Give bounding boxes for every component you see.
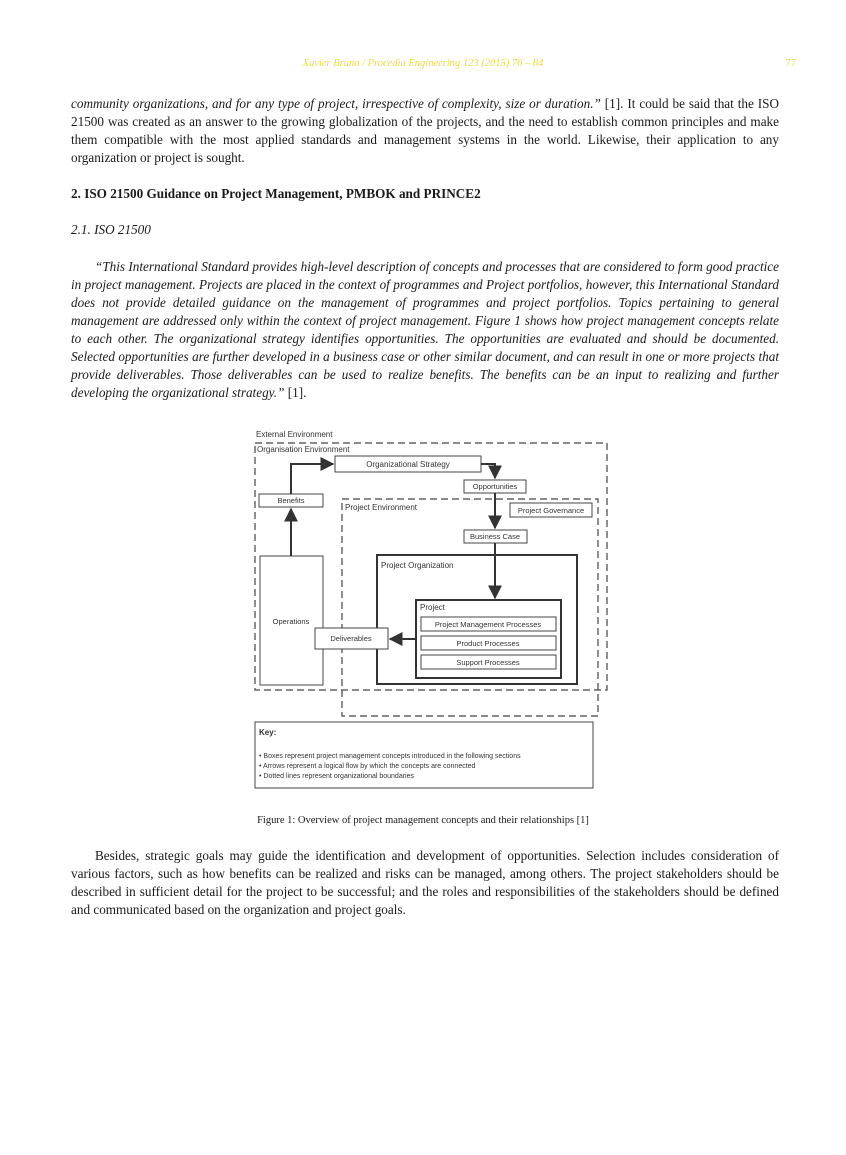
business-case-label: Business Case <box>469 532 521 541</box>
concept-diagram <box>250 426 610 796</box>
project-organization-label: Project Organization <box>381 561 454 570</box>
subsection-heading: 2.1. ISO 21500 <box>71 222 151 237</box>
intro-text: It could be said that the ISO 21500 was created as an answer to the growing globalization of the projects, and the need to establish common principles and make them compatible with the most applied standards and management systems in the world. Likewise, their application to any organization or project is sought. <box>71 96 779 165</box>
key-title: Key: <box>259 728 277 737</box>
external-environment-label: External Environment <box>256 430 333 439</box>
standard-quote: “This International Standard provides high-level description of concepts and processes that are considered to form good practice in project management. Projects are placed in the context of programmes and Project portfolios, however, this International Standard does not provide detailed guidance on the management of programmes and project portfolios. Topics pertaining to general management are addressed only within the context of project management. Figure 1 shows how project management concepts relate to each other. The organizational strategy identifies opportunities. The opportunities are evaluated and should be documented. Selected opportunities are further developed in a business case or other similar document, and can result in one or more projects that provide deliverables. Those deliverables can be used to realize benefits. The benefits can be an input to realizing and further developing the organizational strategy.” <box>71 259 779 400</box>
closing-paragraph: Besides, strategic goals may guide the identification and development of opportunities. Selection includes consideration of various factors, such as how benefits can be realized and risks can be managed, among others. The project stakeholders should be described in sufficient detail for the project to be successful; and the roles and responsibilities of the stakeholders should be defined and communicated based on the organization and project goals. <box>71 848 779 917</box>
organisation-environment-label: Organisation Environment <box>257 445 350 454</box>
key-item: • Boxes represent project management concepts introduced in the following sections <box>259 753 521 760</box>
running-header <box>0 58 846 74</box>
benefits-label: Benefits <box>277 496 305 505</box>
project-environment-label: Project Environment <box>345 503 418 512</box>
section-heading: 2. ISO 21500 Guidance on Project Management, PMBOK and PRINCE2 <box>71 186 481 201</box>
key-item: • Arrows represent a logical flow by which the concepts are connected <box>259 763 476 770</box>
deliverables-label: Deliverables <box>330 634 372 643</box>
figure-1 <box>250 426 610 796</box>
opportunities-label: Opportunities <box>472 482 518 491</box>
operations-label: Operations <box>272 617 310 626</box>
figure-caption: Figure 1: Overview of project management concepts and their relationships [1] <box>257 815 589 826</box>
key-item: • Dotted lines represent organizational boundaries <box>259 773 414 780</box>
product-processes-label: Product Processes <box>456 639 520 648</box>
running-head: Xavier Bruno / Procedia Engineering 123 (2015) 76 – 84 <box>302 58 544 69</box>
strategy-to-opportunities-arrow <box>481 464 495 478</box>
project-governance-label: Project Governance <box>517 506 585 515</box>
organizational-strategy-label: Organizational Strategy <box>366 460 450 469</box>
quote-ref: [1]. <box>284 385 307 400</box>
intro-ref: [1]. <box>600 96 628 111</box>
intro-paragraph <box>71 95 779 167</box>
support-processes-label: Support Processes <box>456 658 520 667</box>
pm-processes-label: Project Management Processes <box>434 620 542 629</box>
benefits-to-strategy-arrow <box>291 464 333 494</box>
quote-paragraph <box>71 258 779 402</box>
page-number: 77 <box>785 58 796 69</box>
intro-quote-end: community organizations, and for any type of project, irrespective of complexity, size or duration.” <box>71 96 601 111</box>
project-label: Project <box>420 603 445 612</box>
